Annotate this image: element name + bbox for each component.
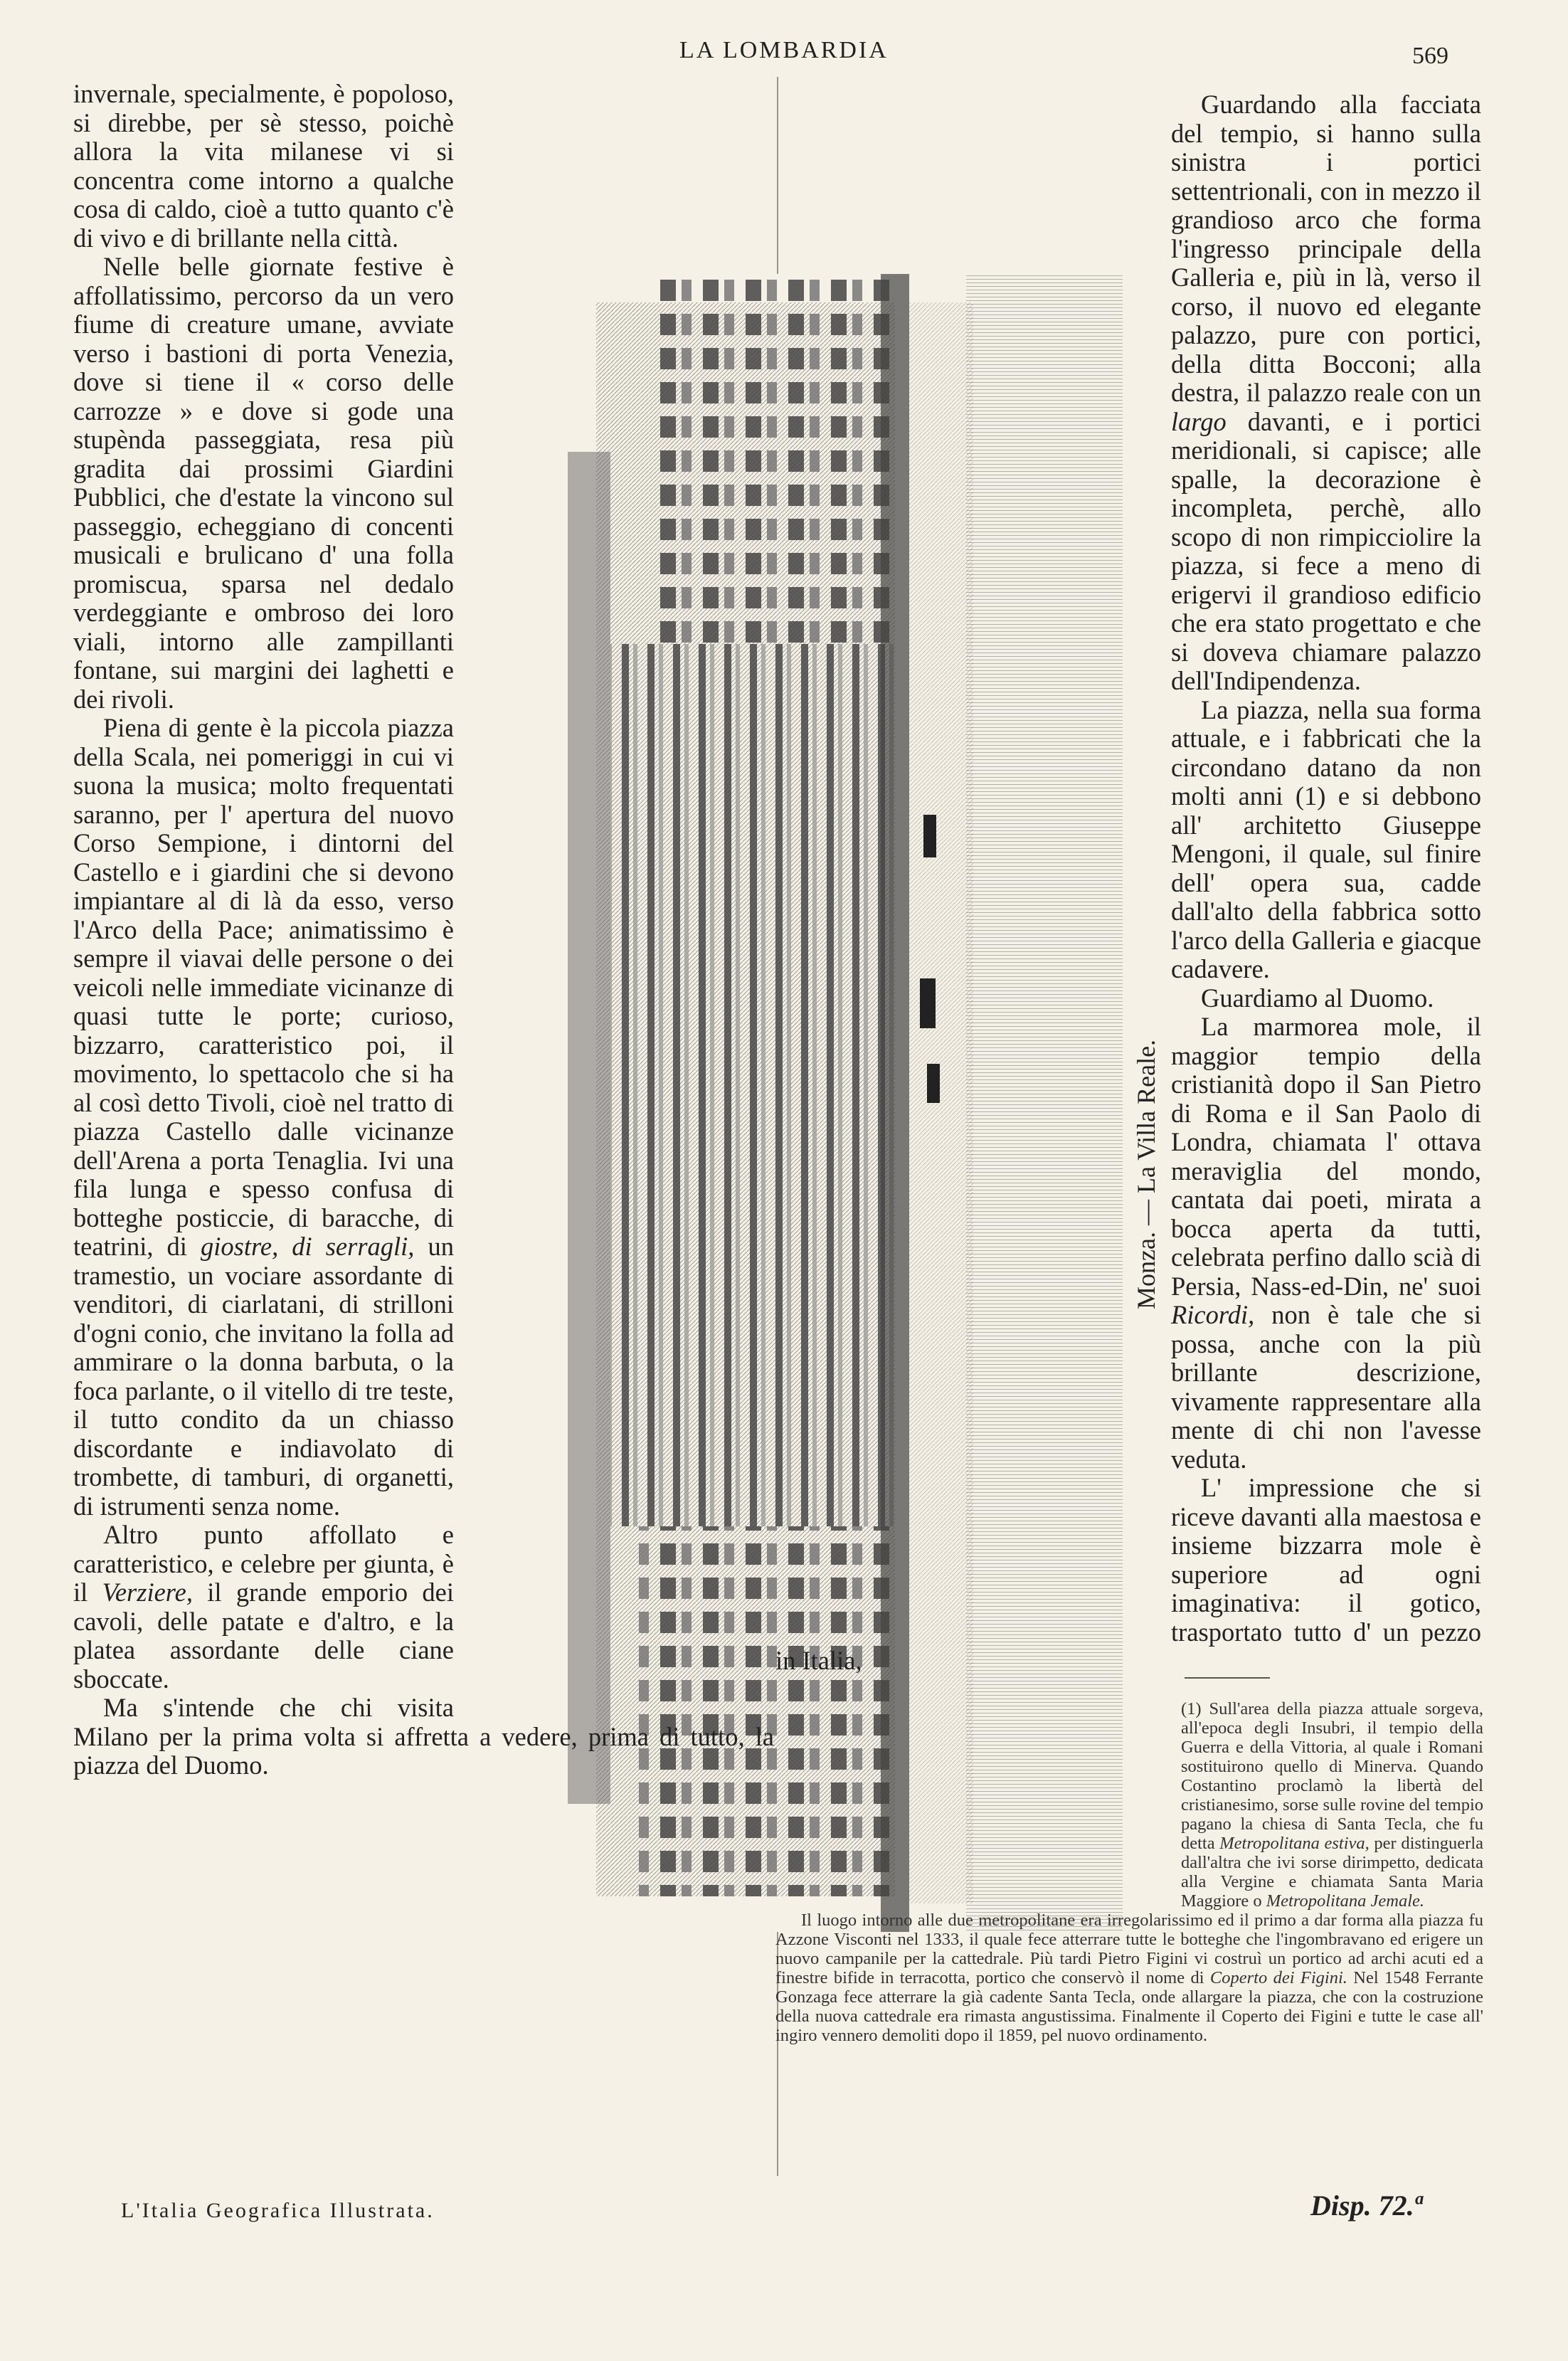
- paragraph: L' impressione che si riceve davanti alla maestosa e insieme bizzarra mole è superiore ad ogni imaginativa: il gotico, trasportato tutto d' un pezzo in Italia,: [775, 1473, 1481, 1675]
- emphasis: Metropolitana Jemale.: [1266, 1891, 1425, 1911]
- text-run: (1) Sull'area della piazza attuale sorgeva, all'epoca degli Insubri, il tempio della Guerra e della Vittoria, al quale i Romani sostituirono quello di Minerva. Quando Costantino proclamò la libertà del cristianesimo, sorse sulle rovine del tempio pagano la chiesa di Santa Tecla, che fu detta: [1181, 1699, 1483, 1853]
- emphasis: largo: [1171, 406, 1227, 436]
- issue-number: Disp. 72.ª: [1310, 2190, 1422, 2222]
- caption-text: Monza. — La Villa Reale.: [1132, 1039, 1160, 1309]
- text-run: un tramestio, un vociare assordante di venditori, di ciarlatani, di strilloni d'ogni conio, che invitano la folla ad ammirare o la donna barbuta, o la foca parlante, o il vitello di tre teste, il tutto condito da un chiasso discordante e indiavolato di trombette, di tamburi, di organetti, di istrumenti senza nome.: [73, 1232, 455, 1521]
- emphasis: Metropolitana estiva,: [1219, 1834, 1370, 1853]
- emphasis: Coperto dei Figini.: [1209, 1968, 1347, 1987]
- publication-title: L'Italia Geografica Illustrata.: [121, 2199, 435, 2222]
- paragraph: Ma s'intende che chi visita Milano per la prima volta si affretta a vedere, prima di tutto, la piazza del Duomo.: [73, 1693, 774, 1780]
- running-title: LA LOMBARDIA: [679, 37, 889, 63]
- right-column: [775, 90, 1481, 1676]
- text-run: La marmorea mole, il maggior tempio della cristianità dopo il San Pietro di Roma e il San Paolo di Londra, chiamata l' ottava meraviglia del mondo, cantata dai poeti, mirata a bocca aperta da tutti, celebrata perfino dallo scià di Persia, Nass-ed-Din, ne' suoi: [1171, 1012, 1481, 1301]
- paragraph: invernale, specialmente, è popoloso, si direbbe, per sè stesso, poichè allora la vita milanese vi si concentra come intorno a qualche cosa di caldo, cioè a tutto quanto c'è di vivo e di brillante nella città.: [73, 79, 454, 253]
- illustration-spacer: [460, 80, 774, 1709]
- text-run: non è tale che si possa, anche con la più brillante descrizione, vivamente rappresentare alla mente di chi non l'avesse veduta.: [1171, 1300, 1481, 1474]
- text-run: Piena di gente è la piccola piazza della Scala, nei pomeriggi in cui vi suona la musica; molto frequentati saranno, per l' apertura del nuovo Corso Sempione, i dintorni del Castello e i giardini che si devono impiantare al di là da esso, verso l'Arco della Pace; animatissimo è sempre il viavai delle persone o dei veicoli nelle immediate vicinanze di quasi tutte le porte; curioso, bizzarro, caratteristico poi, il movimento, lo spettacolo che si ha al così detto Tivoli, cioè nel tratto di piazza Castello dalle vicinanze dell'Arena a porta Tenaglia. Ivi una fila lunga e spesso confusa di botteghe posticcie, di baracche, di teatrini, di: [73, 713, 454, 1261]
- text-run: per distinguerla dall'altra che ivi sorse dirimpetto, dedicata alla Vergine e chiamata Santa Maria Maggiore o: [1181, 1834, 1483, 1911]
- page-header: [0, 37, 1568, 73]
- text-run: davanti, e i portici meridionali, si capisce; alle spalle, la decorazione è incompleta, perchè, allo scopo di non rimpicciolire la piazza, si fece a meno di erigervi il grandioso edificio che era stato progettato e che si doveva chiamare palazzo dell'Indipendenza.: [1171, 406, 1481, 695]
- illustration-spacer: [775, 90, 1165, 1627]
- emphasis: giostre, di serragli,: [201, 1232, 415, 1261]
- paragraph: Guardiamo al Duomo.: [1201, 983, 1434, 1013]
- paragraph: Nelle belle giornate festive è affollatissimo, percorso da un vero fiume di creature umane, avviate verso i bastioni di porta Venezia, dove si tiene il « corso delle carrozze » e dove si gode una stupènda passeggiata, resa più gradita dai prossimi Giardini Pubblici, che d'estate la vincono sul passeggio, echeggiano di concenti musicali e brulicano d' una folla promiscua, sparsa nel dedalo verdeggiante e ombroso dei loro viali, intorno alle zampillanti fontane, sui margini dei laghetti e dei rivoli.: [73, 252, 454, 714]
- left-column: [73, 80, 774, 1780]
- footnote-rule: [1185, 1677, 1270, 1679]
- footnote-paragraph: [1181, 1699, 1483, 1911]
- paragraph: La piazza, nella sua forma attuale, e i fabbricati che la circondano datano da non molti anni (1) e si debbono all' architetto Giuseppe Mengoni, il quale, sul finire dell' opera sua, cadde dall'alto della fabbrica sotto l'arco della Galleria e giacque cadavere.: [1171, 694, 1481, 983]
- text-run: Nel 1548 Ferrante Gonzaga fece atterrare la già cadente Santa Tecla, onde allargare la piazza, che con la costruzione della nuova cattedrale era rimasta angustissima. Finalmente il Coperto dei Figini e tutte le case all' ingiro vennero demoliti dopo il 1859, pel nuovo ordinamento.: [775, 1968, 1484, 2045]
- text-run: Il luogo intorno alle due metropolitane era irregolarissimo ed il primo a dar forma alla piazza fu Azzone Visconti nel 1333, il quale fece atterrare tutte le botteghe che l'ingombravano ed erigere un nuovo campanile per la cattedrale. Più tardi Pietro Figini vi costruì un portico ad archi acuti ed a finestre bifide in terracotta, portico che conservò il nome di: [775, 1911, 1483, 1987]
- emphasis: Ricordi,: [1171, 1300, 1255, 1329]
- page-number: 569: [1412, 43, 1448, 69]
- text-run: Altro punto affollato e caratteristico, e celebre per giunta, è il: [73, 1520, 454, 1607]
- footnote-paragraph: [775, 1911, 1483, 2045]
- emphasis: Verziere,: [102, 1578, 193, 1607]
- text-run: il grande emporio dei cavoli, delle patate e d'altro, e la platea assordante delle ciane sboccate.: [73, 1578, 454, 1694]
- text-run: Guardando alla facciata del tempio, si hanno sulla sinistra i portici settentrionali, con in mezzo il grandioso arco che forma l'ingresso principale della Galleria e, più in là, verso il corso, il nuovo ed elegante palazzo, pure con portici, della ditta Bocconi; alla destra, il palazzo reale con un: [1171, 90, 1481, 407]
- footnote: [775, 1699, 1483, 2045]
